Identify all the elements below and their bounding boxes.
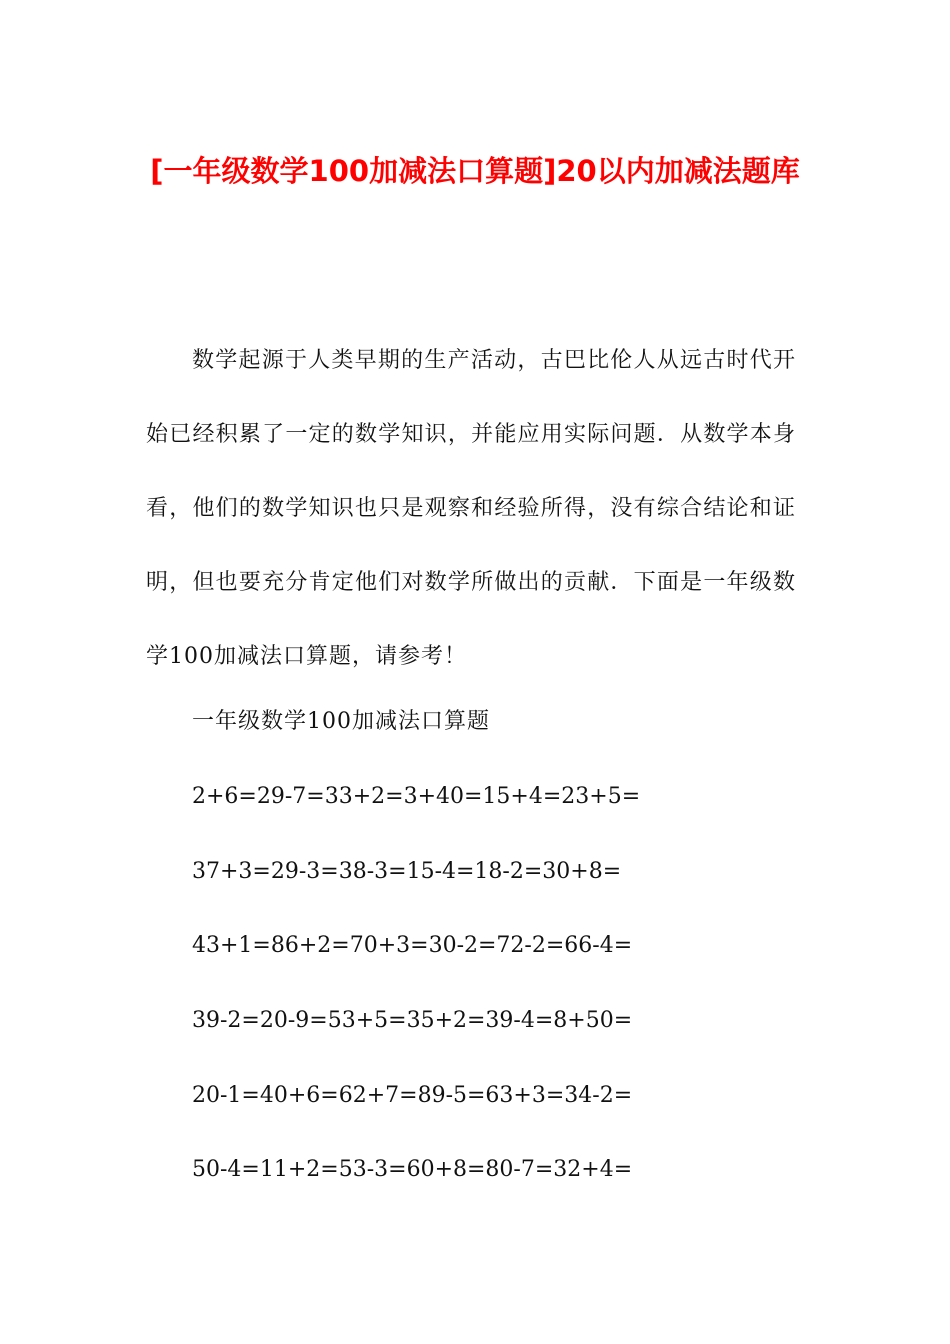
equation-line: 2+6=29-7=33+2=3+40=15+4=23+5= (192, 784, 641, 809)
intro-paragraph: 数学起源于人类早期的生产活动，古巴比伦人从远古时代开始已经积累了一定的数学知识，并能应用实际问题．从数学本身看，他们的数学知识也只是观察和经验所得，没有综合结论和证明，但也要充分肯定他们对数学所做出的贡献．下面是一年级数学100加减法口算题，请参考！ (146, 348, 796, 669)
equation-line: 50-4=11+2=53-3=60+8=80-7=32+4= (192, 1157, 633, 1182)
document-title: [一年级数学100加减法口算题]20以内加减法题库 (150, 154, 800, 188)
equation-line: 39-2=20-9=53+5=35+2=39-4=8+50= (192, 1008, 633, 1033)
equation-line: 43+1=86+2=70+3=30-2=72-2=66-4= (192, 933, 633, 958)
equation-line: 20-1=40+6=62+7=89-5=63+3=34-2= (192, 1083, 633, 1108)
section-subheading: 一年级数学100加减法口算题 (192, 709, 490, 734)
equation-line: 37+3=29-3=38-3=15-4=18-2=30+8= (192, 859, 622, 884)
